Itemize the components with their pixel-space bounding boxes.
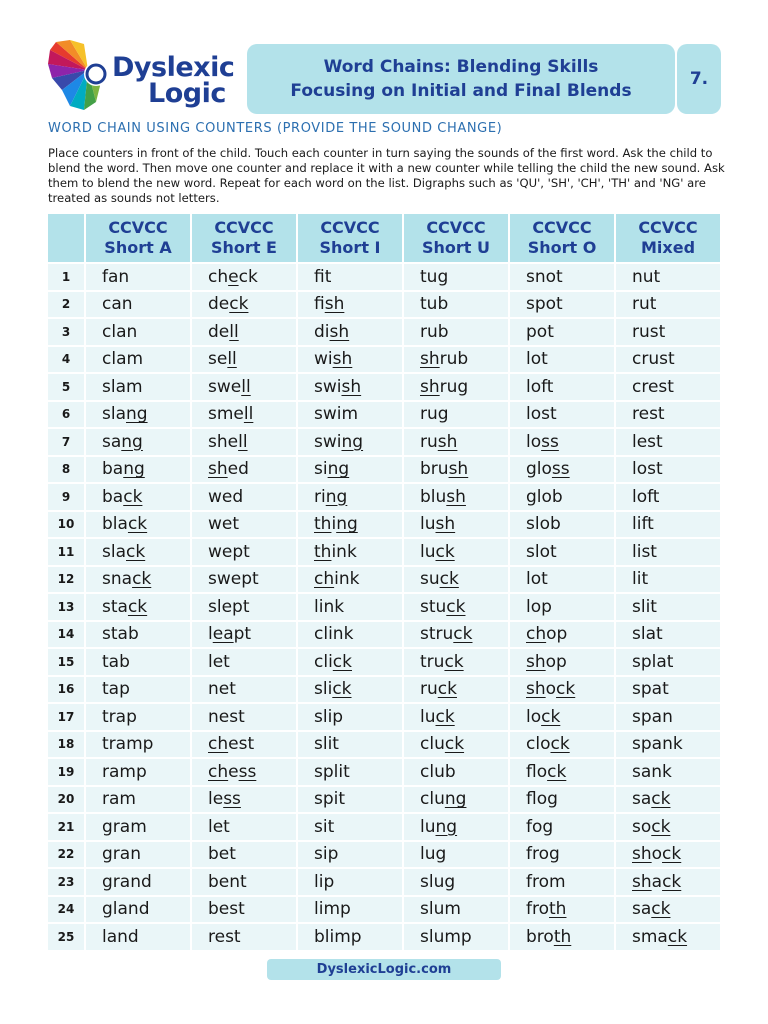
- word-cell: shed: [192, 457, 296, 483]
- word-cell: shrub: [404, 347, 508, 373]
- word-cell: brush: [404, 457, 508, 483]
- table-row: [48, 842, 720, 868]
- row-number: 2: [48, 292, 84, 318]
- word-cell: slat: [616, 622, 720, 648]
- word-cell: slam: [86, 374, 190, 400]
- word-cell: splat: [616, 649, 720, 675]
- row-number: 18: [48, 732, 84, 758]
- table-row: [48, 622, 720, 648]
- word-cell: spank: [616, 732, 720, 758]
- word-cell: check: [192, 264, 296, 290]
- logo-mark-icon: [48, 40, 118, 112]
- word-cell: swim: [298, 402, 402, 428]
- word-cell: sit: [298, 814, 402, 840]
- table-row: [48, 814, 720, 840]
- word-cell: shock: [616, 842, 720, 868]
- word-cell: tub: [404, 292, 508, 318]
- word-cell: best: [192, 897, 296, 923]
- column-header: CCVCC Short U: [404, 214, 508, 262]
- word-cell: spat: [616, 677, 720, 703]
- brand-logo: [48, 40, 243, 115]
- word-cell: back: [86, 484, 190, 510]
- word-cell: lot: [510, 347, 614, 373]
- word-cell: fog: [510, 814, 614, 840]
- row-number: 3: [48, 319, 84, 345]
- word-cell: lift: [616, 512, 720, 538]
- word-cell: loft: [510, 374, 614, 400]
- table-row: [48, 512, 720, 538]
- word-cell: shack: [616, 869, 720, 895]
- word-cell: stab: [86, 622, 190, 648]
- word-cell: chink: [298, 567, 402, 593]
- word-cell: broth: [510, 924, 614, 950]
- word-cell: think: [298, 539, 402, 565]
- word-cell: swing: [298, 429, 402, 455]
- word-cell: bet: [192, 842, 296, 868]
- table-row: [48, 264, 720, 290]
- row-number: 23: [48, 869, 84, 895]
- row-number: 25: [48, 924, 84, 950]
- word-cell: grand: [86, 869, 190, 895]
- word-cell: shrug: [404, 374, 508, 400]
- word-cell: clam: [86, 347, 190, 373]
- word-cell: froth: [510, 897, 614, 923]
- word-cell: gloss: [510, 457, 614, 483]
- table-row: [48, 319, 720, 345]
- word-cell: sack: [616, 787, 720, 813]
- word-cell: thing: [298, 512, 402, 538]
- word-cell: let: [192, 814, 296, 840]
- word-cell: spot: [510, 292, 614, 318]
- word-cell: slick: [298, 677, 402, 703]
- word-cell: frog: [510, 842, 614, 868]
- word-cell: lit: [616, 567, 720, 593]
- word-cell: slit: [298, 732, 402, 758]
- word-cell: dish: [298, 319, 402, 345]
- section-subtitle: WORD CHAIN USING COUNTERS (PROVIDE THE SOUND CHANGE): [48, 121, 503, 136]
- row-number: 7: [48, 429, 84, 455]
- word-cell: fish: [298, 292, 402, 318]
- word-cell: suck: [404, 567, 508, 593]
- word-cell: lug: [404, 842, 508, 868]
- worksheet-number: 7.: [677, 44, 721, 114]
- table-header-row: [48, 214, 720, 262]
- word-cell: clung: [404, 787, 508, 813]
- word-cell: wet: [192, 512, 296, 538]
- word-cell: slept: [192, 594, 296, 620]
- word-cell: cluck: [404, 732, 508, 758]
- row-number: 15: [48, 649, 84, 675]
- word-cell: stuck: [404, 594, 508, 620]
- table-row: [48, 347, 720, 373]
- word-cell: slack: [86, 539, 190, 565]
- word-cell: lung: [404, 814, 508, 840]
- word-cell: link: [298, 594, 402, 620]
- word-cell: glob: [510, 484, 614, 510]
- word-cell: gram: [86, 814, 190, 840]
- word-cell: sack: [616, 897, 720, 923]
- word-cell: stack: [86, 594, 190, 620]
- word-cell: sip: [298, 842, 402, 868]
- instructions-text: Place counters in front of the child. Touch each counter in turn saying the sounds of the first word. Ask the child to blend the word. Then move one counter and replace it with a new counter while telling the child the new sound. Ask them to blend the new word. Repeat for each word on the list. Digraphs such as 'QU', 'SH', 'CH', 'TH' and 'NG' are treated as sounds not letters.: [48, 146, 725, 205]
- row-number: 9: [48, 484, 84, 510]
- row-number: 5: [48, 374, 84, 400]
- table-row: [48, 292, 720, 318]
- word-cell: shop: [510, 649, 614, 675]
- row-number: 11: [48, 539, 84, 565]
- word-cell: land: [86, 924, 190, 950]
- brand-line-1: Dyslexic: [112, 52, 235, 83]
- word-cell: swept: [192, 567, 296, 593]
- word-cell: lest: [616, 429, 720, 455]
- word-cell: net: [192, 677, 296, 703]
- word-cell: lock: [510, 704, 614, 730]
- word-cell: nut: [616, 264, 720, 290]
- word-cell: tap: [86, 677, 190, 703]
- word-cell: slit: [616, 594, 720, 620]
- word-cell: lost: [616, 457, 720, 483]
- word-chain-table: [46, 212, 722, 952]
- word-cell: list: [616, 539, 720, 565]
- word-cell: crust: [616, 347, 720, 373]
- word-cell: slip: [298, 704, 402, 730]
- word-cell: lop: [510, 594, 614, 620]
- word-cell: bent: [192, 869, 296, 895]
- table-row: [48, 787, 720, 813]
- row-number: 21: [48, 814, 84, 840]
- word-cell: rut: [616, 292, 720, 318]
- word-cell: smack: [616, 924, 720, 950]
- word-cell: slang: [86, 402, 190, 428]
- table-row: [48, 567, 720, 593]
- word-cell: sell: [192, 347, 296, 373]
- word-cell: split: [298, 759, 402, 785]
- word-cell: rush: [404, 429, 508, 455]
- word-cell: fit: [298, 264, 402, 290]
- table-row: [48, 649, 720, 675]
- word-cell: slum: [404, 897, 508, 923]
- word-cell: leapt: [192, 622, 296, 648]
- table-row: [48, 402, 720, 428]
- word-cell: sang: [86, 429, 190, 455]
- word-cell: gland: [86, 897, 190, 923]
- footer-website: DyslexicLogic.com: [267, 959, 501, 980]
- column-header: CCVCC Short O: [510, 214, 614, 262]
- word-cell: slot: [510, 539, 614, 565]
- word-cell: spit: [298, 787, 402, 813]
- word-cell: crest: [616, 374, 720, 400]
- word-cell: tab: [86, 649, 190, 675]
- word-cell: bang: [86, 457, 190, 483]
- word-cell: shock: [510, 677, 614, 703]
- word-cell: clan: [86, 319, 190, 345]
- word-cell: sing: [298, 457, 402, 483]
- word-cell: gran: [86, 842, 190, 868]
- row-number: 14: [48, 622, 84, 648]
- word-cell: struck: [404, 622, 508, 648]
- word-cell: ramp: [86, 759, 190, 785]
- row-number: 8: [48, 457, 84, 483]
- word-cell: club: [404, 759, 508, 785]
- table-row: [48, 539, 720, 565]
- row-number: 22: [48, 842, 84, 868]
- title-line-2: Focusing on Initial and Final Blends: [290, 81, 632, 101]
- table-row: [48, 374, 720, 400]
- word-cell: chest: [192, 732, 296, 758]
- word-cell: less: [192, 787, 296, 813]
- word-cell: slump: [404, 924, 508, 950]
- column-header: CCVCC Short A: [86, 214, 190, 262]
- word-cell: lush: [404, 512, 508, 538]
- column-header: CCVCC Short I: [298, 214, 402, 262]
- word-cell: truck: [404, 649, 508, 675]
- word-cell: can: [86, 292, 190, 318]
- word-cell: loss: [510, 429, 614, 455]
- word-cell: loft: [616, 484, 720, 510]
- table-row: [48, 457, 720, 483]
- column-header: CCVCC Short E: [192, 214, 296, 262]
- word-cell: swish: [298, 374, 402, 400]
- worksheet-title: [247, 44, 675, 114]
- row-number: 16: [48, 677, 84, 703]
- row-number: 1: [48, 264, 84, 290]
- table-row: [48, 759, 720, 785]
- word-cell: tug: [404, 264, 508, 290]
- word-cell: black: [86, 512, 190, 538]
- word-cell: snack: [86, 567, 190, 593]
- word-cell: luck: [404, 704, 508, 730]
- table-row: [48, 869, 720, 895]
- word-cell: clink: [298, 622, 402, 648]
- row-number: 19: [48, 759, 84, 785]
- brand-line-2: Logic: [148, 78, 226, 109]
- word-cell: nest: [192, 704, 296, 730]
- row-number: 13: [48, 594, 84, 620]
- table-body: [48, 264, 720, 950]
- word-cell: sank: [616, 759, 720, 785]
- word-cell: ram: [86, 787, 190, 813]
- word-cell: limp: [298, 897, 402, 923]
- word-cell: rub: [404, 319, 508, 345]
- table-row: [48, 429, 720, 455]
- row-number-header: [48, 214, 84, 262]
- word-cell: snot: [510, 264, 614, 290]
- row-number: 12: [48, 567, 84, 593]
- word-cell: smell: [192, 402, 296, 428]
- word-cell: slug: [404, 869, 508, 895]
- word-cell: wept: [192, 539, 296, 565]
- word-cell: chess: [192, 759, 296, 785]
- row-number: 6: [48, 402, 84, 428]
- word-cell: chop: [510, 622, 614, 648]
- word-cell: pot: [510, 319, 614, 345]
- word-cell: wed: [192, 484, 296, 510]
- row-number: 10: [48, 512, 84, 538]
- row-number: 20: [48, 787, 84, 813]
- table-row: [48, 484, 720, 510]
- word-cell: lip: [298, 869, 402, 895]
- table-row: [48, 924, 720, 950]
- table-row: [48, 677, 720, 703]
- word-cell: slob: [510, 512, 614, 538]
- word-cell: wish: [298, 347, 402, 373]
- word-cell: blush: [404, 484, 508, 510]
- table-row: [48, 732, 720, 758]
- word-cell: rest: [616, 402, 720, 428]
- word-cell: trap: [86, 704, 190, 730]
- word-cell: let: [192, 649, 296, 675]
- table-row: [48, 897, 720, 923]
- word-cell: tramp: [86, 732, 190, 758]
- word-cell: flock: [510, 759, 614, 785]
- word-cell: from: [510, 869, 614, 895]
- word-cell: lost: [510, 402, 614, 428]
- row-number: 4: [48, 347, 84, 373]
- title-line-1: Word Chains: Blending Skills: [323, 57, 599, 77]
- word-cell: luck: [404, 539, 508, 565]
- word-cell: swell: [192, 374, 296, 400]
- table-row: [48, 704, 720, 730]
- word-cell: ruck: [404, 677, 508, 703]
- word-cell: rust: [616, 319, 720, 345]
- word-cell: dell: [192, 319, 296, 345]
- word-cell: clock: [510, 732, 614, 758]
- word-cell: fan: [86, 264, 190, 290]
- word-cell: deck: [192, 292, 296, 318]
- column-header: CCVCC Mixed: [616, 214, 720, 262]
- row-number: 17: [48, 704, 84, 730]
- word-cell: click: [298, 649, 402, 675]
- word-cell: flog: [510, 787, 614, 813]
- word-cell: sock: [616, 814, 720, 840]
- table-row: [48, 594, 720, 620]
- word-cell: span: [616, 704, 720, 730]
- word-cell: rug: [404, 402, 508, 428]
- word-cell: blimp: [298, 924, 402, 950]
- row-number: 24: [48, 897, 84, 923]
- word-cell: ring: [298, 484, 402, 510]
- word-cell: shell: [192, 429, 296, 455]
- word-cell: rest: [192, 924, 296, 950]
- word-cell: lot: [510, 567, 614, 593]
